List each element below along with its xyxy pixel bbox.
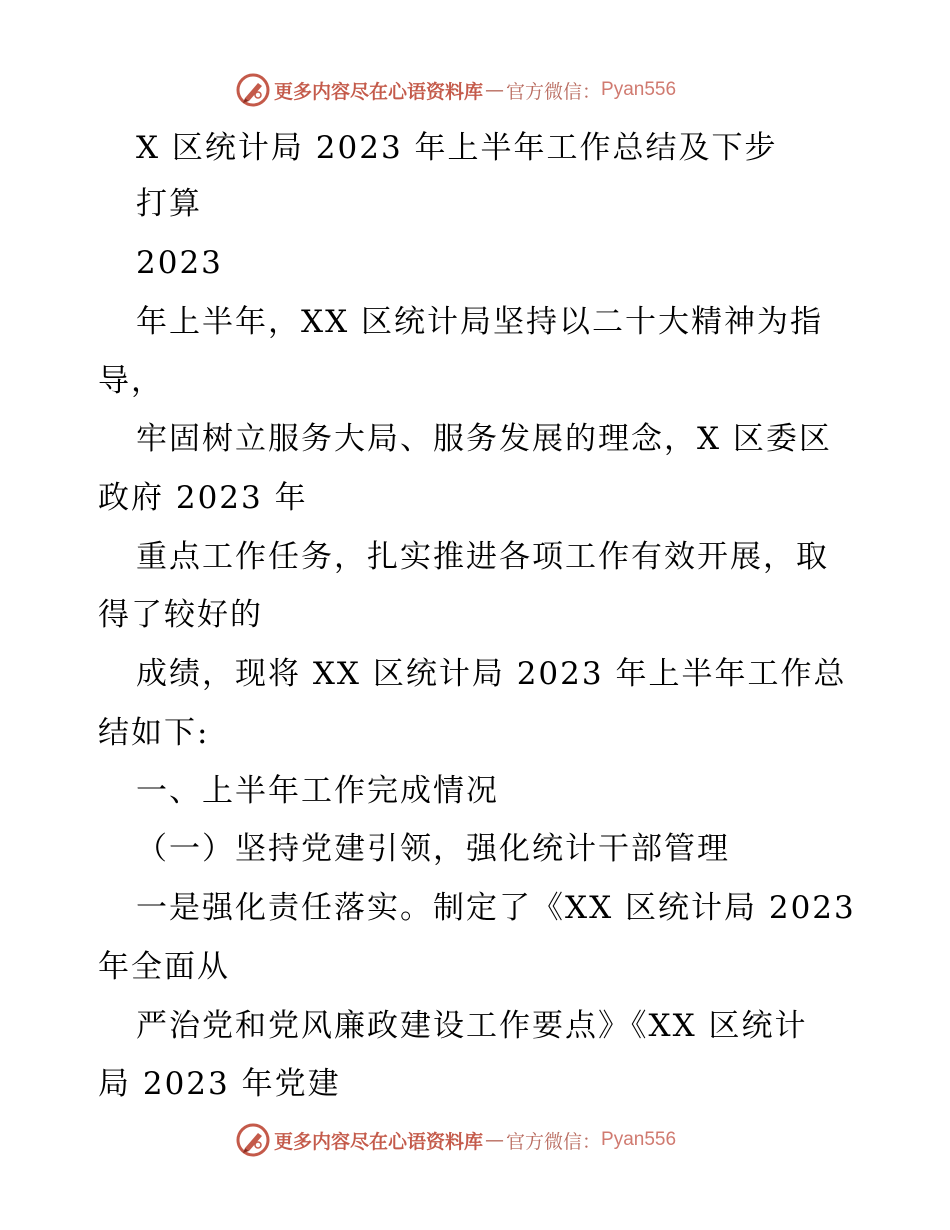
- watermark-wechat-id: Pyan556: [601, 79, 677, 100]
- watermark-wechat-label: 官方微信：: [506, 1130, 602, 1153]
- pen-logo-icon: [236, 1123, 270, 1157]
- doc-line: 成绩，现将 XX 区统计局 2023 年上半年工作总: [136, 656, 847, 692]
- watermark-dash: —: [485, 1129, 505, 1151]
- watermark-header: [236, 72, 676, 108]
- doc-line: 导，: [98, 363, 164, 399]
- doc-line: 重点工作任务，扎实推进各项工作有效开展，取: [136, 539, 829, 575]
- doc-title-line-2: 打算: [136, 186, 202, 222]
- doc-line: 结如下:: [98, 715, 210, 751]
- doc-line: 2023: [136, 245, 223, 281]
- doc-line: 一是强化责任落实。制定了《XX 区统计局 2023: [136, 890, 856, 926]
- watermark-text: 更多内容尽在心语资料库: [274, 1130, 484, 1153]
- doc-line: 年上半年，XX 区统计局坚持以二十大精神为指: [136, 304, 823, 340]
- doc-line: 得了较好的: [98, 597, 263, 633]
- pen-logo-icon: [236, 73, 270, 107]
- doc-title-line-1: X 区统计局 2023 年上半年工作总结及下步: [136, 130, 778, 166]
- doc-line: 局 2023 年党建: [98, 1066, 341, 1102]
- section-heading: 一、上半年工作完成情况: [136, 773, 499, 809]
- doc-line: 牢固树立服务大局、服务发展的理念，X 区委区: [136, 421, 832, 457]
- watermark-footer: [236, 1122, 676, 1158]
- doc-line: 严治党和党风廉政建设工作要点》《XX 区统计: [136, 1008, 808, 1044]
- doc-line: 政府 2023 年: [98, 480, 308, 516]
- subsection-heading: （一）坚持党建引领，强化统计干部管理: [136, 831, 730, 867]
- watermark-wechat-label: 官方微信：: [506, 80, 602, 103]
- watermark-wechat-id: Pyan556: [601, 1129, 677, 1150]
- watermark-text: 更多内容尽在心语资料库: [274, 80, 484, 103]
- doc-line: 年全面从: [98, 949, 230, 985]
- watermark-dash: —: [485, 79, 505, 101]
